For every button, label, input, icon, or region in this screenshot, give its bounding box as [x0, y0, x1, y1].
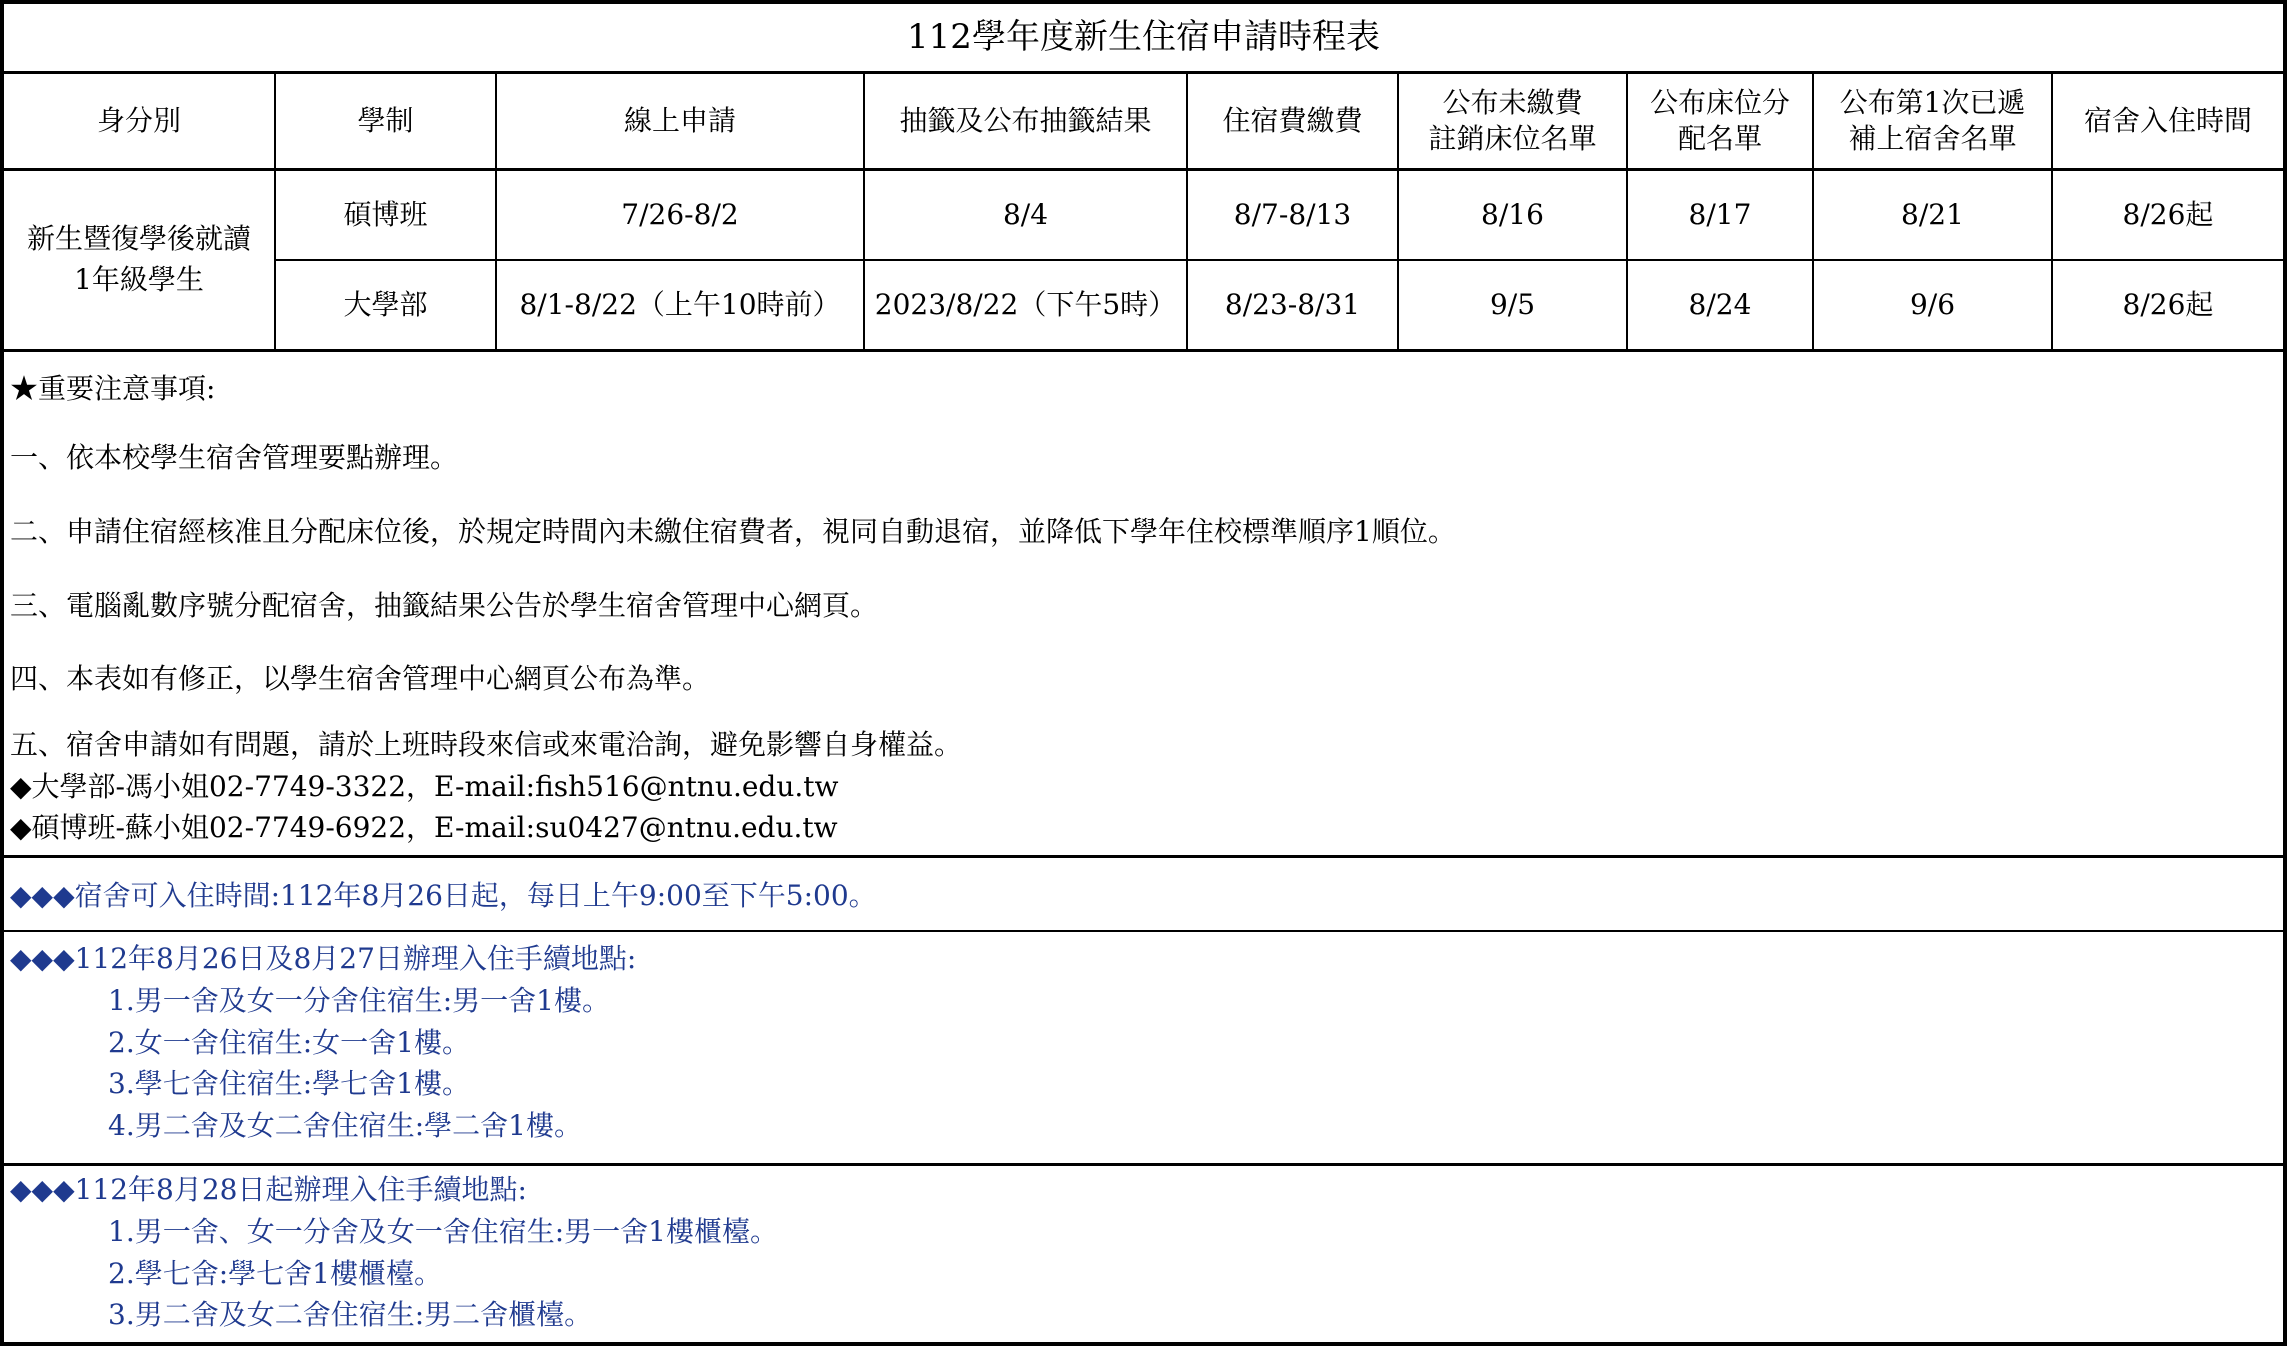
row2-fee-payment: 8/23-8/31 — [1224, 287, 1361, 321]
column-divider — [863, 71, 865, 349]
row1-program: 碩博班 — [343, 197, 428, 231]
note-item-2: 二、申請住宿經核准且分配床位後，於規定時間內未繳住宿費者，視同自動退宿，並降低下學年住校標準順序1順位。 — [10, 515, 1456, 548]
note-item-3: 三、電腦亂數序號分配宿舍，抽籤結果公告於學生宿舍管理中心網頁。 — [10, 589, 879, 622]
checkin-time: ◆◆◆宿舍可入住時間:112年8月26日起，每日上午9:00至下午5:00。 — [10, 879, 877, 912]
header-lottery: 抽籤及公布抽籤結果 — [899, 103, 1152, 137]
row2-unpaid-cancel: 9/5 — [1489, 287, 1536, 321]
notes-heading: ★重要注意事項: — [10, 372, 216, 405]
column-divider — [2051, 71, 2053, 349]
row1-online-apply: 7/26-8/2 — [621, 197, 739, 231]
section-a-item-1: 1.男一舍及女一分舍住宿生:男一舍1樓。 — [108, 984, 610, 1017]
column-divider — [1186, 71, 1188, 349]
note-item-5: 五、宿舍申請如有問題，請於上班時段來信或來電洽詢，避免影響自身權益。 — [10, 728, 963, 761]
divider — [4, 855, 2283, 858]
page-title: 112學年度新生住宿申請時程表 — [907, 17, 1380, 58]
row2-program: 大學部 — [343, 287, 428, 321]
row2-online-apply: 8/1-8/22（上午10時前） — [519, 287, 841, 321]
section-b-item-1: 1.男一舍、女一分舍及女一舍住宿生:男一舍1樓櫃檯。 — [108, 1215, 778, 1248]
column-divider — [274, 71, 276, 349]
section-a-item-2: 2.女一舍住宿生:女一舍1樓。 — [108, 1026, 470, 1059]
row1-first-waitlist: 8/21 — [1901, 197, 1964, 231]
row2-move-in: 8/26起 — [2122, 287, 2214, 321]
identity-cell: 新生暨復學後就讀 1年級學生 — [26, 222, 251, 296]
section-a-item-4: 4.男二舍及女二舍住宿生:學二舍1樓。 — [108, 1109, 582, 1142]
row1-fee-payment: 8/7-8/13 — [1233, 197, 1352, 231]
row1-lottery: 8/4 — [1002, 197, 1049, 231]
section-a-heading: ◆◆◆112年8月26日及8月27日辦理入住手續地點: — [10, 942, 637, 975]
header-bed-allocation: 公布床位分 配名單 — [1649, 85, 1790, 155]
section-a-item-3: 3.學七舍住宿生:學七舍1樓。 — [108, 1067, 470, 1100]
contact-graduate: ◆碩博班-蘇小姐02-7749-6922，E-mail:su0427@ntnu.edu.tw — [10, 811, 838, 844]
row1-move-in: 8/26起 — [2122, 197, 2214, 231]
row2-first-waitlist: 9/6 — [1909, 287, 1956, 321]
divider — [4, 930, 2283, 932]
section-b-item-2: 2.學七舍:學七舍1樓櫃檯。 — [108, 1257, 442, 1290]
divider — [4, 1163, 2283, 1166]
column-divider — [1812, 71, 1814, 349]
row2-lottery: 2023/8/22（下午5時） — [874, 287, 1177, 321]
header-online-apply: 線上申請 — [623, 103, 736, 137]
section-b-item-3: 3.男二舍及女二舍住宿生:男二舍櫃檯。 — [108, 1298, 593, 1331]
row1-bed-allocation: 8/17 — [1688, 197, 1752, 231]
column-divider — [1626, 71, 1628, 349]
row2-bed-allocation: 8/24 — [1688, 287, 1752, 321]
column-divider — [495, 71, 497, 349]
header-program: 學制 — [357, 103, 414, 137]
note-item-4: 四、本表如有修正，以學生宿舍管理中心網頁公布為準。 — [10, 662, 711, 695]
header-fee-payment: 住宿費繳費 — [1222, 103, 1363, 137]
row1-unpaid-cancel: 8/16 — [1481, 197, 1544, 231]
header-move-in: 宿舍入住時間 — [2083, 103, 2252, 137]
note-item-1: 一、依本校學生宿舍管理要點辦理。 — [10, 441, 459, 474]
contact-undergrad: ◆大學部-馮小姐02-7749-3322，E-mail:fish516@ntnu.edu.tw — [10, 770, 839, 803]
header-identity: 身分別 — [96, 103, 181, 137]
column-divider — [1397, 71, 1399, 349]
header-unpaid-cancel: 公布未繳費 註銷床位名單 — [1428, 85, 1597, 155]
divider — [4, 349, 2283, 352]
section-b-heading: ◆◆◆112年8月28日起辦理入住手續地點: — [10, 1173, 527, 1206]
header-first-waitlist: 公布第1次已遞 補上宿舍名單 — [1839, 85, 2026, 155]
